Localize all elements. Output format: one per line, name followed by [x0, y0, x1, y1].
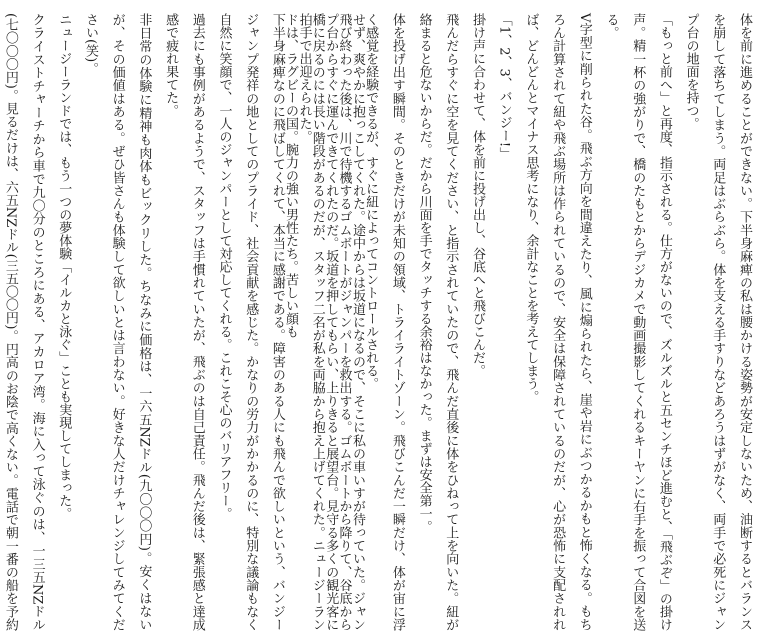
paragraph: クライストチャーチから車で九〇分のところにある、アカロア湾。海に入って泳ぐのは、一三五NZドル(七〇〇〇円)。見るだけは、六五NZドル(三五〇〇円)。円高のお陰で高くない。電話で朝一番の船を予約 [2, 13, 45, 631]
paragraph: 下半身麻痺なのに飛ばしてくれて、本当に感謝である。障害のある人にも飛んで欲しいという、バンジージャンプ発祥の地としてのプライド、社会貢献を感じた。かなりの労力がかかるのに、特別な議論もなく自然に笑顔で、一人のジャンパーとして対応してくれる。これこそ心のバリアフリー。 [216, 13, 285, 631]
paragraph: 飛んだらすぐに空を見てください、と指示されていたので、飛んだ直後に体をひねって上を向いた。紐が絡まると危ないからだ。だから川面を手でタッチする余裕はなかった。まずは安全第一。 [416, 13, 459, 631]
text-block-left [2, 13, 370, 631]
paragraph: せず、爽やかに抱っこしてくれた。途中からは坂道になるので、そこに私の車いすが待っていた。ジャンプ台からすぐに運んできてくれたのだ。坂道を押してもらい、上りきると展望台。見守る多くの観光客に拍手で出迎えられた。 [296, 13, 365, 631]
paragraph: ニュージーランドでは、もう一つの夢体験「イルカと泳ぐ」ことも実現してしまった。 [56, 13, 72, 520]
paragraph: 非日常の体験に精神も肉体もビックリした。ちなみに価格は、一六五NZドル(九〇〇〇円)。安くはないが、その価値はある。ぜひ皆さんも体験して欲しいとは言わない。好きな人だけチャレンジしてみてください(笑)。 [82, 13, 152, 631]
paragraph: 「1、2、3、バンジー!」 [496, 13, 512, 161]
paragraph: 過去にも事例があるようで、スタッフは手慣れていたが、飛ぶのは自己責任。飛んだ後は、緊張感と達成感で疲れ果てた。 [163, 13, 205, 631]
paragraph: 掛け声に合わせて、体を前に投げ出し、谷底へと飛びこんだ。 [469, 13, 485, 377]
paragraph: 体を前に進めることができない。下半身麻痺の私は腰かける姿勢が安定しないため、油断するとバランスを崩して落ちてしまう。両足はぶらぶら。体を支える手すりなどあろうはずがなく、両手で必死にジャンプ台の地面を持つ。 [683, 13, 752, 631]
paragraph: 体を投げ出す瞬間。そのときだけが未知の領域、トライライトゾーン。飛びこんだ一瞬だけ、体が宙に浮く感覚を経験できるが、すぐに紐によってコントロールされる。 [363, 13, 405, 631]
paragraph: 「もっと前へ」と再度、指示される。仕方がないので、ズルズルと五センチほど進むと、「飛ぶぞ」の掛け声。精一杯の強がりで、橋のたもとからデジカメで動画撮影してくれるキーヤンに右手を振って合図を送る。 [603, 13, 672, 631]
paragraph: V字型に削られた谷。飛ぶ方向を間違えたり、風に煽られたら、崖や岩にぶつかるかもと怖くなる。もちろん計算されて紐や飛ぶ場所は作られているので、安全は保障されているのだが、心が恐怖に支配されれば、どんどんとマイナス思考になり、余計なことを考えてしまう。 [523, 13, 592, 631]
paragraph: 飛び終わった後は、川で待機するゴムボートがジャンパーを救出する。ゴムボートから降りて、谷底から橋に戻るのには長い階段があるのだが、スタッフ二名が私を両脇から抱え上げてくれた。ニュージーランドは、ラグビーの国。腕力の強い男性たち。苦しい顔も [283, 13, 352, 631]
